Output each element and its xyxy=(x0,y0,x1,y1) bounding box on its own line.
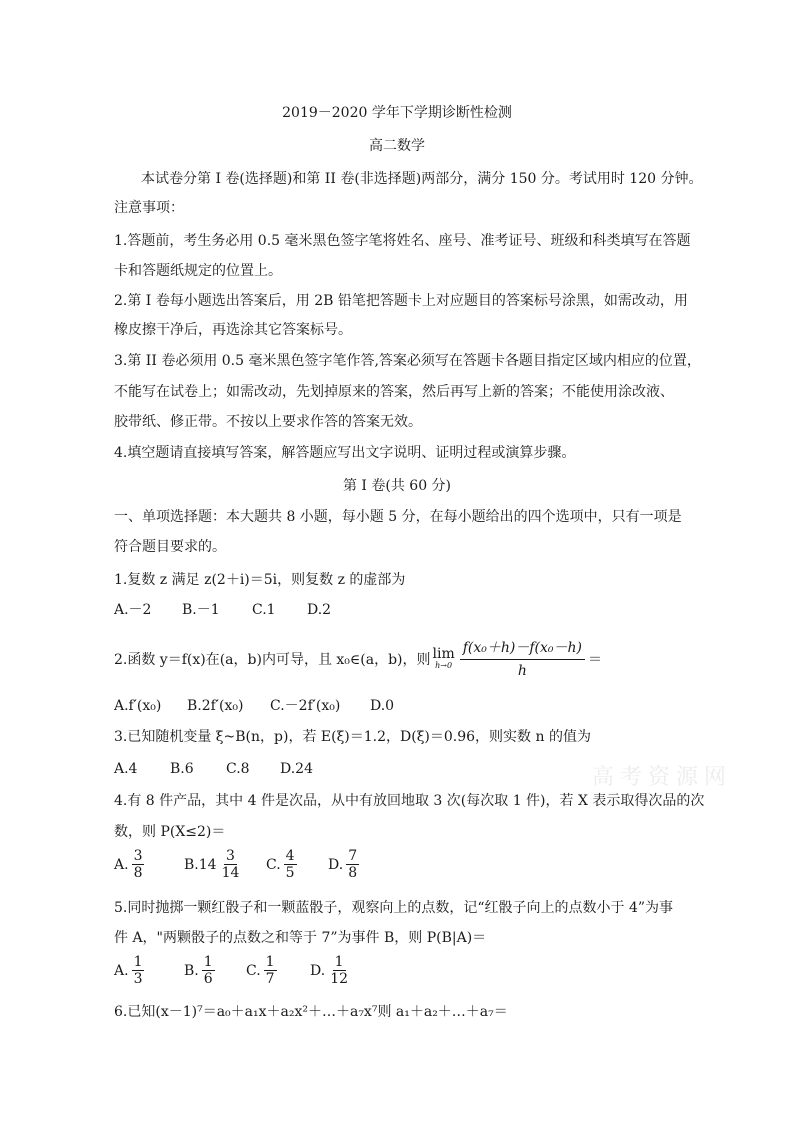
q4-option-d-label: D. xyxy=(328,856,344,873)
q4-option-d xyxy=(328,848,361,881)
q4-option-c xyxy=(266,848,299,881)
q3-stem: 3.已知随机变量 ξ~B(n，p)，若 E(ξ)＝1.2，D(ξ)＝0.96，则实数 n 的值为 xyxy=(114,729,591,745)
q2-fraction-numerator: f(x₀＋h)－f(x₀－h) xyxy=(460,637,585,660)
q4-stem-line-1: 4.有 8 件产品，其中 4 件是次品，从中有放回地取 3 次(每次取 1 件)，若 X 表示取得次品的次 xyxy=(114,793,705,809)
notice-item-1-line-1: 1.答题前，考生务必用 0.5 毫米黑色签字笔将姓名、座号、准考证号、班级和科类填写在答题 xyxy=(114,233,691,249)
notice-item-3-line-1: 3.第 II 卷必须用 0.5 毫米黑色签字笔作答,答案必须写在答题卡各题目指定区域内相应的位置， xyxy=(114,353,701,369)
notice-item-2-line-1: 2.第 I 卷每小题选出答案后，用 2B 铅笔把答题卡上对应题目的答案标号涂黑，如需改动，用 xyxy=(114,293,688,309)
q2-option-d: D.0 xyxy=(370,698,395,714)
q5-option-a xyxy=(114,954,146,987)
exam-title: 2019－2020 学年下学期诊断性检测 xyxy=(282,105,512,121)
fraction-denominator: 5 xyxy=(285,865,295,881)
q3-option-a: A.4 xyxy=(114,761,138,777)
notice-heading: 注意事项： xyxy=(114,200,184,216)
fraction-denominator: 7 xyxy=(265,971,275,987)
q5-option-c-fraction xyxy=(264,954,277,987)
q2-stem xyxy=(114,637,602,682)
q1-option-c: C.1 xyxy=(252,602,276,618)
fraction-denominator: 6 xyxy=(203,971,213,987)
section-instruction-line-1: 一、单项选择题：本大题共 8 小题，每小题 5 分，在每小题给出的四个选项中，只有一项是 xyxy=(114,509,682,525)
fraction-denominator: 14 xyxy=(221,865,240,881)
notice-item-4: 4.填空题请直接填写答案，解答题应写出文字说明、证明过程或演算步骤。 xyxy=(114,445,576,461)
fraction-numerator: 3 xyxy=(226,848,235,864)
q2-fraction xyxy=(460,637,585,682)
q3-option-d: D.24 xyxy=(280,761,313,777)
q5-option-d-fraction xyxy=(328,954,350,987)
q5-option-d xyxy=(310,954,352,987)
q2-limit-word: lim xyxy=(432,645,455,662)
fraction-numerator: 7 xyxy=(348,848,358,864)
exam-subject: 高二数学 xyxy=(369,138,425,154)
q3-option-b: B.6 xyxy=(170,761,194,777)
part1-title: 第 I 卷(共 60 分) xyxy=(342,478,452,494)
q5-option-d-label: D. xyxy=(310,962,326,979)
q1-option-b: B.－1 xyxy=(182,602,220,618)
q2-equals: ＝ xyxy=(588,651,603,668)
q1-option-a: A.－2 xyxy=(114,602,152,618)
notice-item-3-line-3: 胶带纸、修正带。不按以上要求作答的答案无效。 xyxy=(114,414,422,430)
fraction-numerator: 3 xyxy=(133,848,143,864)
q5-option-a-label: A. xyxy=(114,962,129,979)
section-instruction-line-2: 符合题目要求的。 xyxy=(114,539,226,555)
q4-option-c-label: C. xyxy=(266,856,281,873)
q2-option-b: B.2f′(x₀) xyxy=(187,698,244,714)
q5-option-a-fraction xyxy=(132,954,145,987)
fraction-denominator: 8 xyxy=(133,865,143,881)
q4-option-b xyxy=(184,848,243,881)
q4-option-d-fraction xyxy=(346,848,359,881)
q6-stem: 6.已知(x－1)⁷＝a₀＋a₁x＋a₂x²＋…＋a₇x⁷则 a₁＋a₂＋…＋a₇＝ xyxy=(114,1004,508,1020)
q5-stem-line-2: 件 A，"两颗骰子的点数之和等于 7”为事件 B，则 P(B|A)＝ xyxy=(114,930,487,946)
q4-option-b-fraction xyxy=(220,848,242,881)
fraction-numerator: 1 xyxy=(334,954,344,970)
q4-option-a xyxy=(114,848,146,881)
q4-option-a-fraction xyxy=(132,848,145,881)
q4-option-b-label: B.14 xyxy=(184,856,217,873)
fraction-denominator: 3 xyxy=(133,971,143,987)
q2-limit-subscript: h→0 xyxy=(435,660,453,670)
fraction-numerator: 1 xyxy=(133,954,143,970)
fraction-denominator: 12 xyxy=(330,971,349,987)
q5-option-c xyxy=(246,954,279,987)
fraction-denominator: 8 xyxy=(348,865,358,881)
q1-stem: 1.复数 z 满足 z(2＋i)＝5i，则复数 z 的虚部为 xyxy=(114,572,406,588)
q4-stem-line-2: 数，则 P(X≤2)＝ xyxy=(114,824,226,840)
fraction-numerator: 4 xyxy=(285,848,295,864)
notice-item-2-line-2: 橡皮擦干净后，再选涂其它答案标号。 xyxy=(114,322,352,338)
fraction-numerator: 1 xyxy=(265,954,275,970)
notice-item-1-line-2: 卡和答题纸规定的位置上。 xyxy=(114,263,282,279)
q5-option-b-label: B. xyxy=(184,962,199,979)
intro-text: 本试卷分第 I 卷(选择题)和第 II 卷(非选择题)两部分，满分 150 分。考试用时 120 分钟。 xyxy=(141,171,703,187)
q2-option-a: A.f′(x₀) xyxy=(114,698,162,714)
watermark: 高考资源网 xyxy=(592,765,733,790)
q5-stem-line-1: 5.同时抛掷一颗红骰子和一颗蓝骰子，观察向上的点数，记“红骰子向上的点数小于 4”为事 xyxy=(114,900,674,916)
q2-limit xyxy=(432,645,455,672)
q1-option-d: D.2 xyxy=(307,602,332,618)
notice-item-3-line-2: 不能写在试卷上；如需改动，先划掉原来的答案，然后再写上新的答案；不能使用涂改液、 xyxy=(114,384,674,400)
q3-option-c: C.8 xyxy=(226,761,250,777)
q4-option-c-fraction xyxy=(284,848,297,881)
q5-option-b-fraction xyxy=(202,954,215,987)
q5-option-c-label: C. xyxy=(246,962,261,979)
q4-option-a-label: A. xyxy=(114,856,129,873)
q2-stem-text: 2.函数 y＝f(x)在(a，b)内可导，且 x₀∈(a，b)，则 xyxy=(114,651,431,668)
q2-option-c: C.－2f′(x₀) xyxy=(270,698,341,714)
fraction-numerator: 1 xyxy=(203,954,213,970)
q2-fraction-denominator: h xyxy=(517,663,527,679)
q5-option-b xyxy=(184,954,217,987)
